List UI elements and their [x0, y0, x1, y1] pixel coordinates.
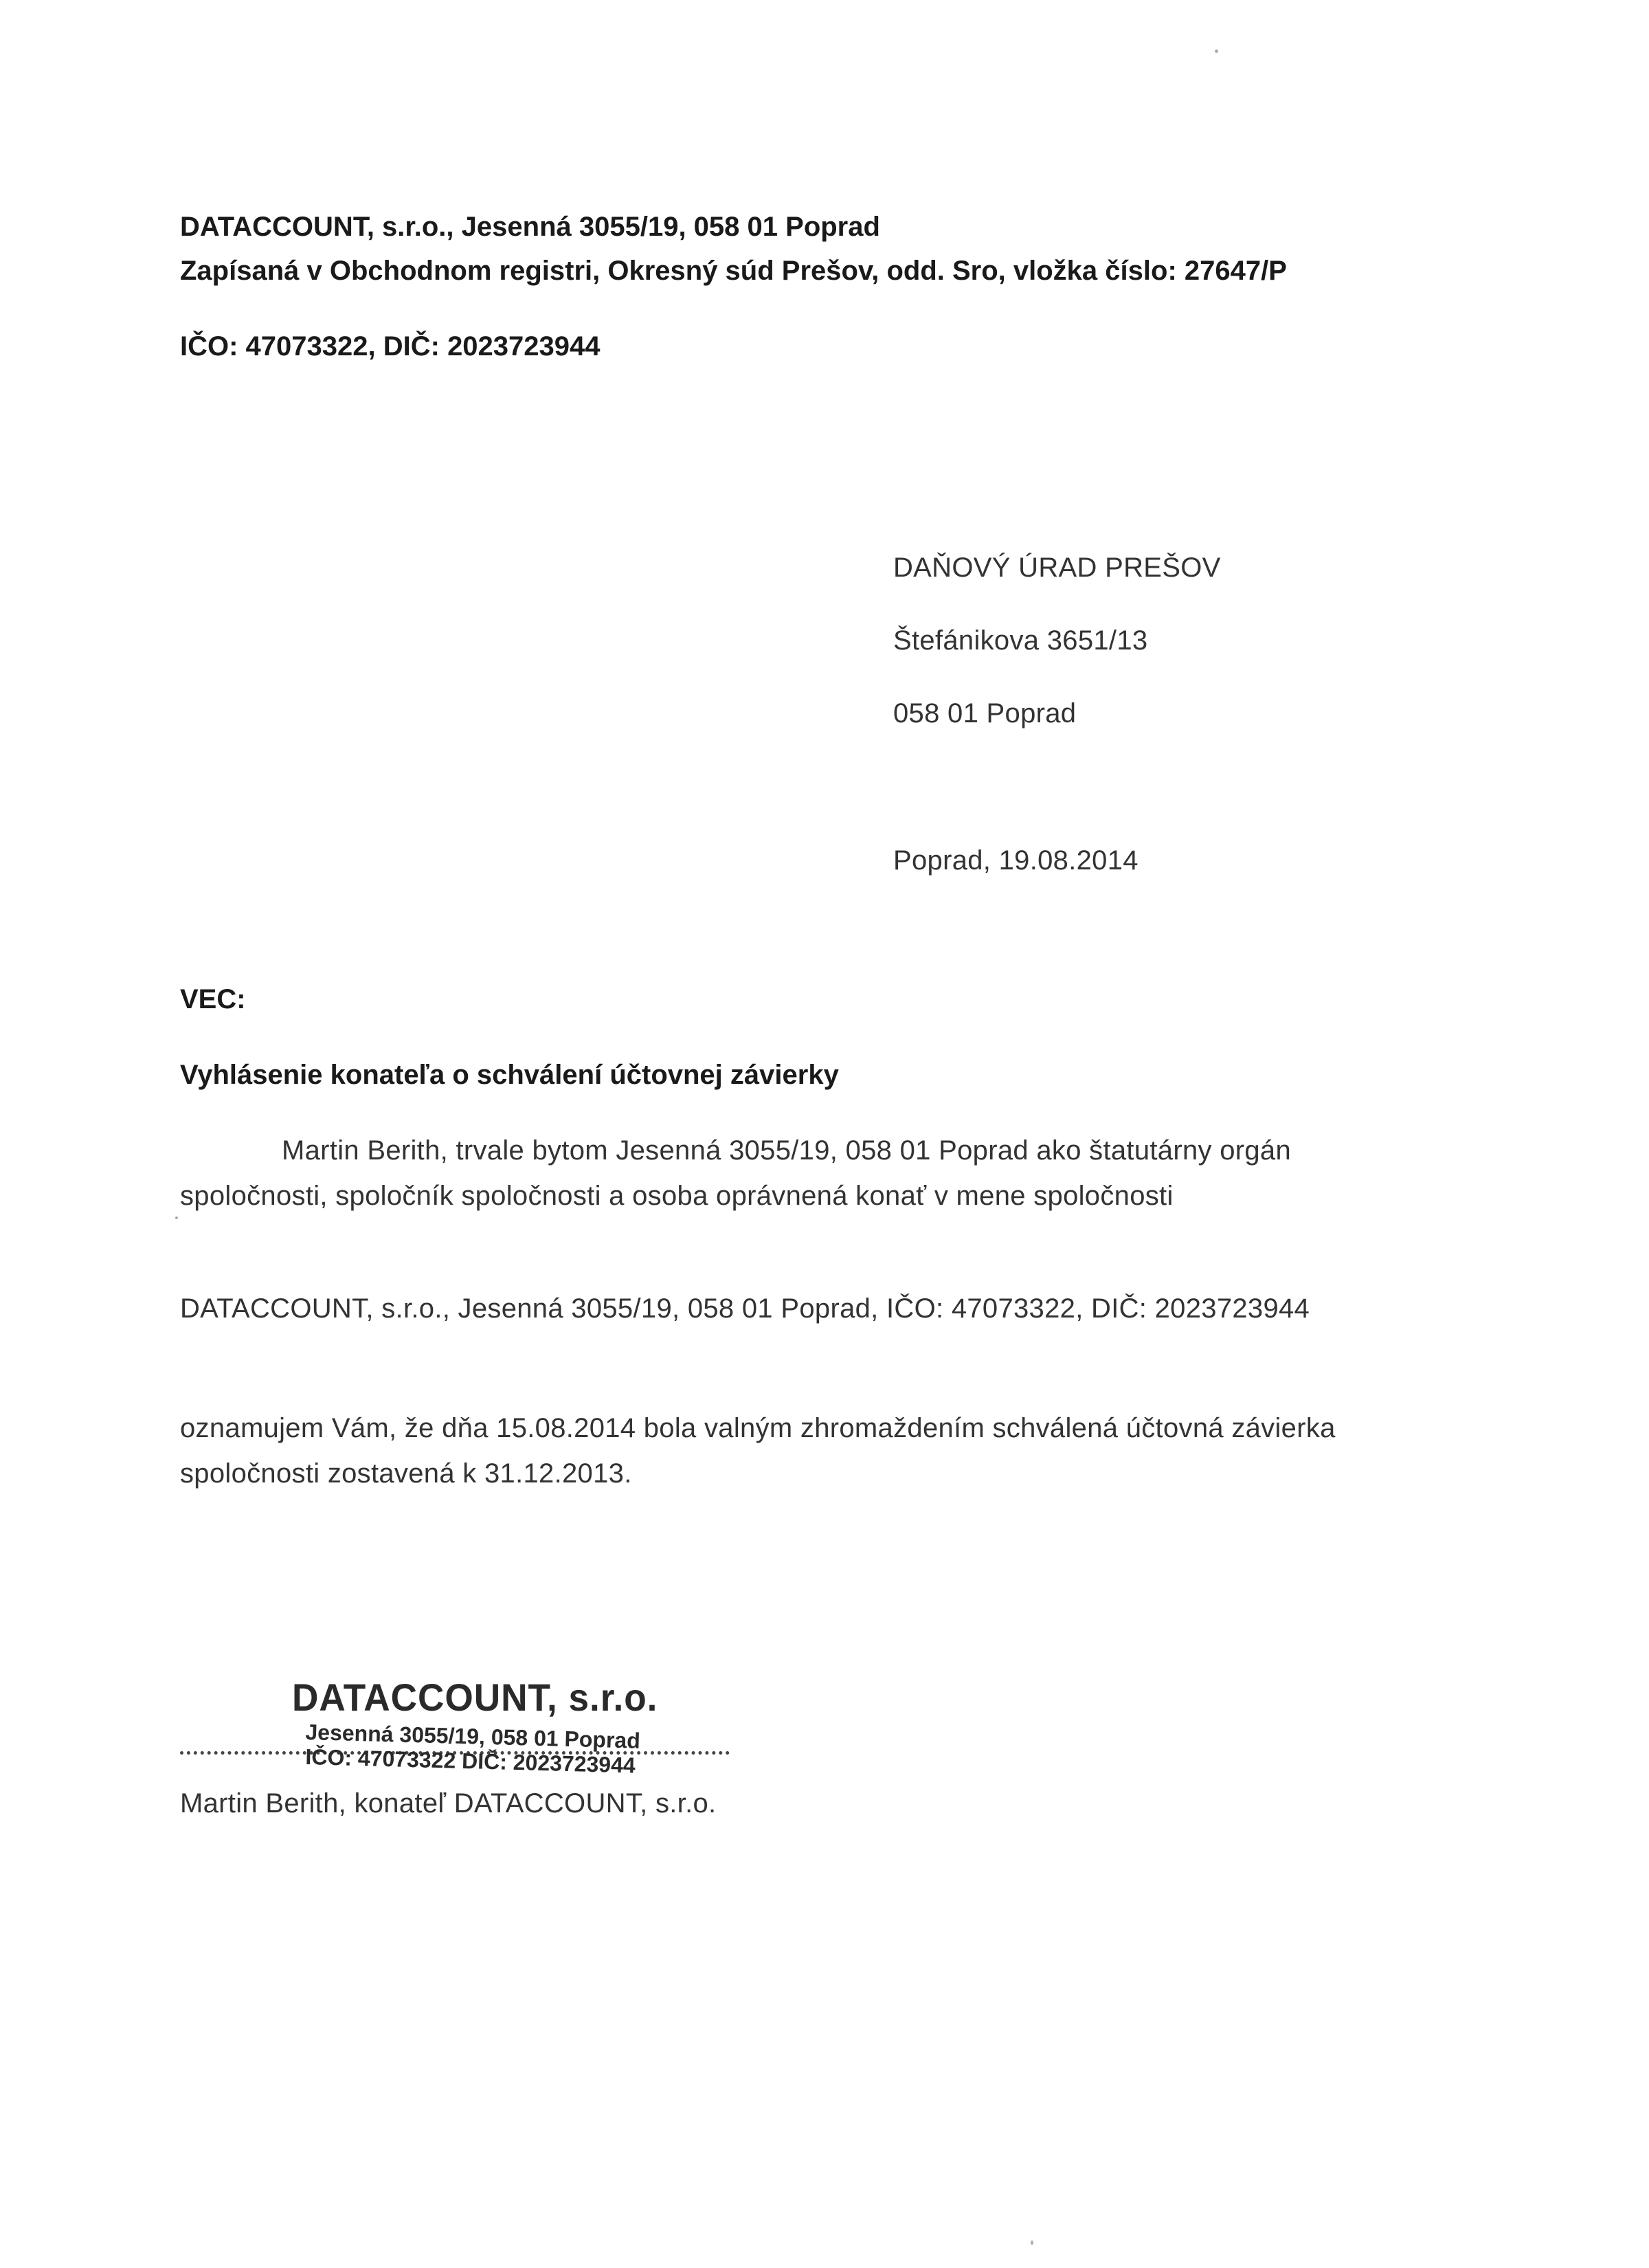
subject-label: VEC: [180, 984, 246, 1014]
scan-speck [1031, 2241, 1033, 2245]
body-paragraph-1-line-1: Martin Berith, trvale bytom Jesenná 3055/19, 058 01 Poprad ako štatutárny orgán [282, 1135, 1292, 1166]
recipient-street: Štefánikova 3651/13 [893, 625, 1148, 656]
scan-speck [175, 1216, 178, 1219]
body-company-line: DATACCOUNT, s.r.o., Jesenná 3055/19, 058 01 Poprad, IČO: 47073322, DIČ: 2023723944 [180, 1293, 1310, 1324]
sender-ids-line: IČO: 47073322, DIČ: 2023723944 [180, 331, 601, 362]
signature-name: Martin Berith, konateľ DATACCOUNT, s.r.o. [180, 1788, 717, 1819]
letter-date: Poprad, 19.08.2014 [893, 845, 1138, 876]
scan-speck [1215, 49, 1218, 53]
recipient-city: 058 01 Poprad [893, 698, 1077, 729]
stamp-company-name: DATACCOUNT, s.r.o. [292, 1676, 658, 1719]
subject-title: Vyhlásenie konateľa o schválení účtovnej závierky [180, 1060, 839, 1090]
body-paragraph-2-line-1: oznamujem Vám, že dňa 15.08.2014 bola valným zhromaždením schválená účtovná závierka [180, 1413, 1336, 1443]
stamp-address: Jesenná 3055/19, 058 01 Poprad [305, 1720, 641, 1753]
body-paragraph-1-line-2: spoločnosti, spoločník spoločnosti a osoba oprávnená konať v mene spoločnosti [180, 1181, 1174, 1211]
sender-registry-line: Zapísaná v Obchodnom registri, Okresný súd Prešov, odd. Sro, vložka číslo: 27647/P [180, 256, 1287, 286]
company-stamp [292, 1677, 663, 1787]
sender-name-line: DATACCOUNT, s.r.o., Jesenná 3055/19, 058 01 Poprad [180, 212, 880, 242]
stamp-ids: IČO: 47073322 DIČ: 2023723944 [305, 1744, 636, 1778]
body-paragraph-2-line-2: spoločnosti zostavená k 31.12.2013. [180, 1458, 632, 1489]
recipient-name: DAŇOVÝ ÚRAD PREŠOV [893, 553, 1221, 583]
